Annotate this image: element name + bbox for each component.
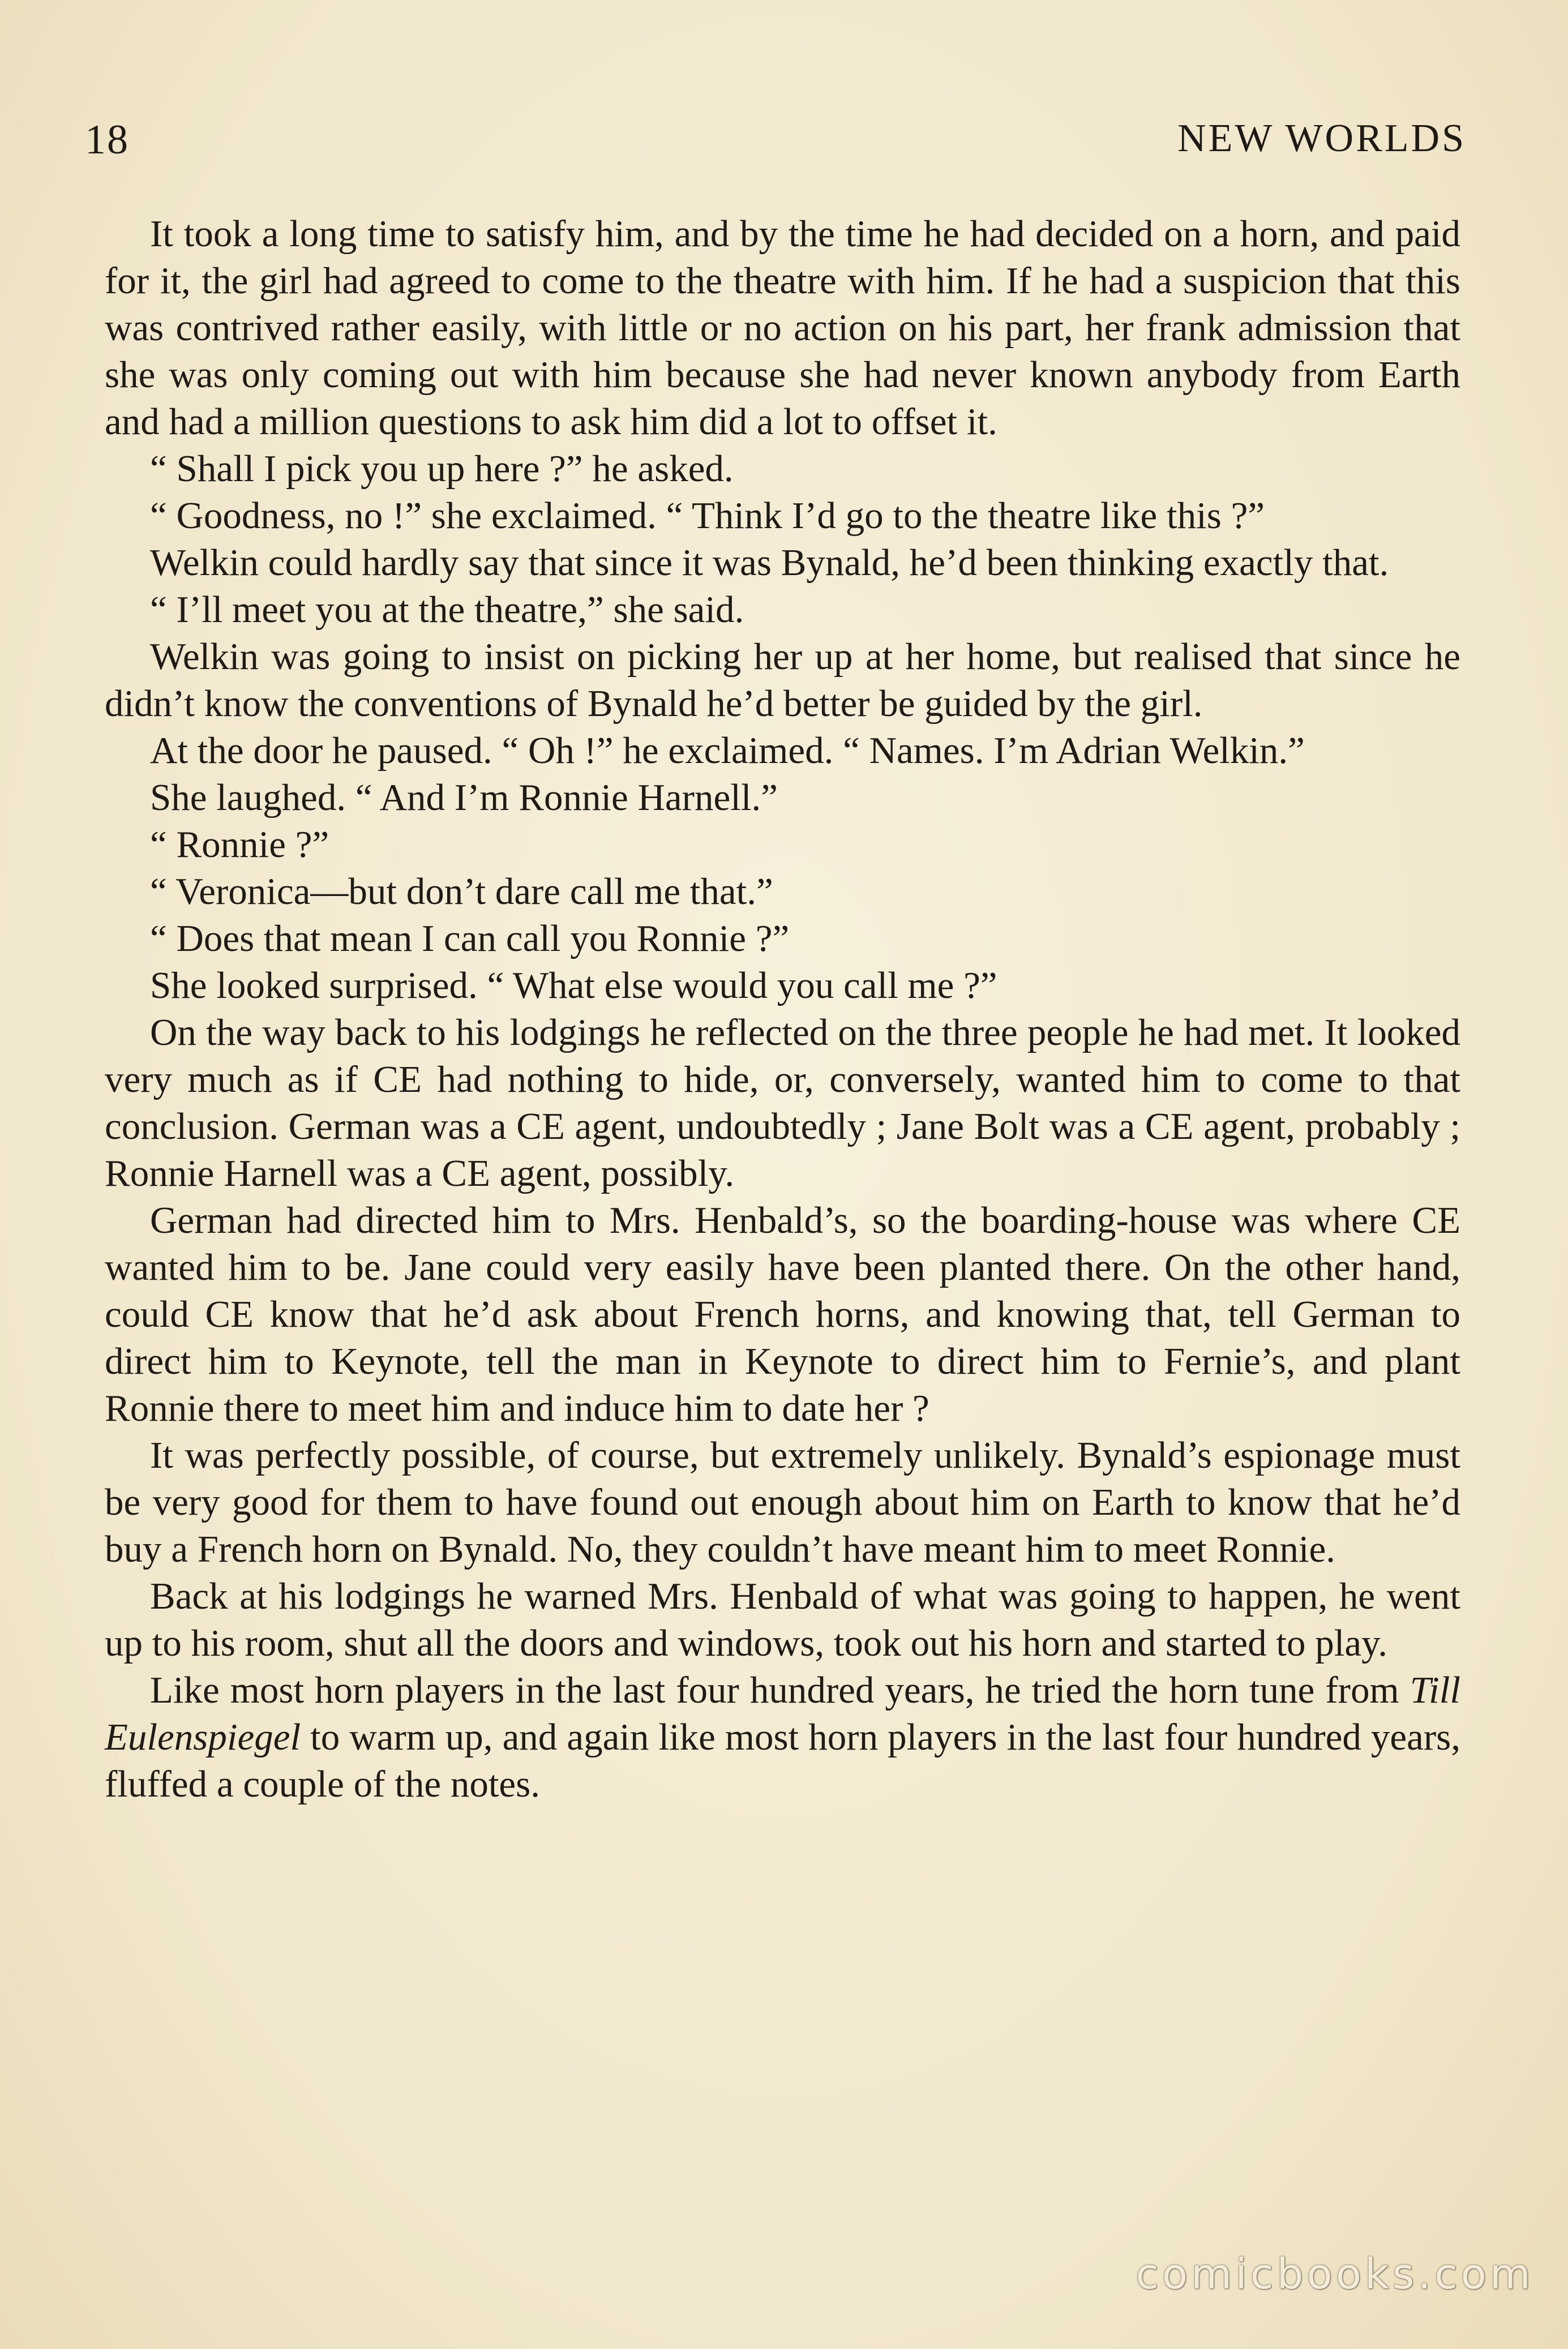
paragraph: She looked surprised. “ What else would you call me ?” — [150, 965, 997, 1006]
paragraph: At the door he paused. “ Oh !” he exclaimed. “ Names. I’m Adrian Welkin.” — [150, 730, 1305, 771]
paragraph: Back at his lodgings he warned Mrs. Henbald of what was going to happen, he went up to his room, shut all the doors and windows, took out his horn and started to play. — [105, 1575, 1460, 1664]
paragraph: “ Shall I pick you up here ?” he asked. — [150, 448, 734, 490]
paragraph-text-before: Like most horn players in the last four hundred years, he tried the horn tune from — [150, 1669, 1410, 1711]
paragraph: “ Ronnie ?” — [150, 824, 329, 865]
last-paragraph — [105, 1667, 1460, 1808]
paragraph: On the way back to his lodgings he reflected on the three people he had met. It looked very much as if CE had nothing to hide, or, conversely, wanted him to come to that conclusion. German was a CE agent, undoubtedly ; Jane Bolt was a CE agent, probably ; Ronnie Harnell was a CE agent, possibly. — [105, 1011, 1460, 1194]
paragraph: “ I’ll meet you at the theatre,” she said. — [150, 589, 744, 631]
paragraph-text-after: to warm up, and again like most horn players in the last four hundred years, fluffed a couple of the notes. — [105, 1716, 1460, 1805]
paragraph: “ Veronica—but don’t dare call me that.” — [150, 871, 773, 912]
running-title: NEW WORLDS — [1177, 117, 1466, 160]
paragraph: Welkin was going to insist on picking her up at her home, but realised that since he didn’t know the conventions of Bynald he’d better be guided by the girl. — [105, 636, 1460, 725]
paragraph: “ Does that mean I can call you Ronnie ?” — [150, 918, 790, 959]
page-header — [85, 116, 1466, 167]
paragraph: It was perfectly possible, of course, but extremely unlikely. Bynald’s espionage must be very good for them to have found out enough about him on Earth to know that he’d buy a French horn on Bynald. No, they couldn’t have meant him to meet Ronnie. — [105, 1434, 1460, 1570]
paragraph: “ Goodness, no !” she exclaimed. “ Think I’d go to the theatre like this ?” — [150, 495, 1265, 537]
paragraph: It took a long time to satisfy him, and by the time he had decided on a horn, and paid for it, the girl had agreed to come to the theatre with him. If he had a suspicion that this was contrived rather easily, with little or no action on his part, her frank admission that she was only coming out with him because she had never known anybody from Earth and had a million questions to ask him did a lot to offset it. — [105, 213, 1460, 443]
work-title: Till Eulenspiegel — [105, 1669, 1460, 1758]
watermark: comicbooks.com — [1136, 2250, 1534, 2299]
paragraph: Welkin could hardly say that since it was Bynald, he’d been thinking exactly that. — [150, 542, 1389, 584]
body-text — [105, 211, 1460, 1808]
paragraph: She laughed. “ And I’m Ronnie Harnell.” — [150, 777, 778, 818]
paragraph: German had directed him to Mrs. Henbald’s, so the boarding-house was where CE wanted him to be. Jane could very easily have been planted there. On the other hand, could CE know that he’d ask about French horns, and knowing that, tell German to direct him to Keynote, tell the man in Keynote to direct him to Fernie’s, and plant Ronnie there to meet him and induce him to date her ? — [105, 1199, 1460, 1429]
page-number: 18 — [85, 117, 129, 163]
